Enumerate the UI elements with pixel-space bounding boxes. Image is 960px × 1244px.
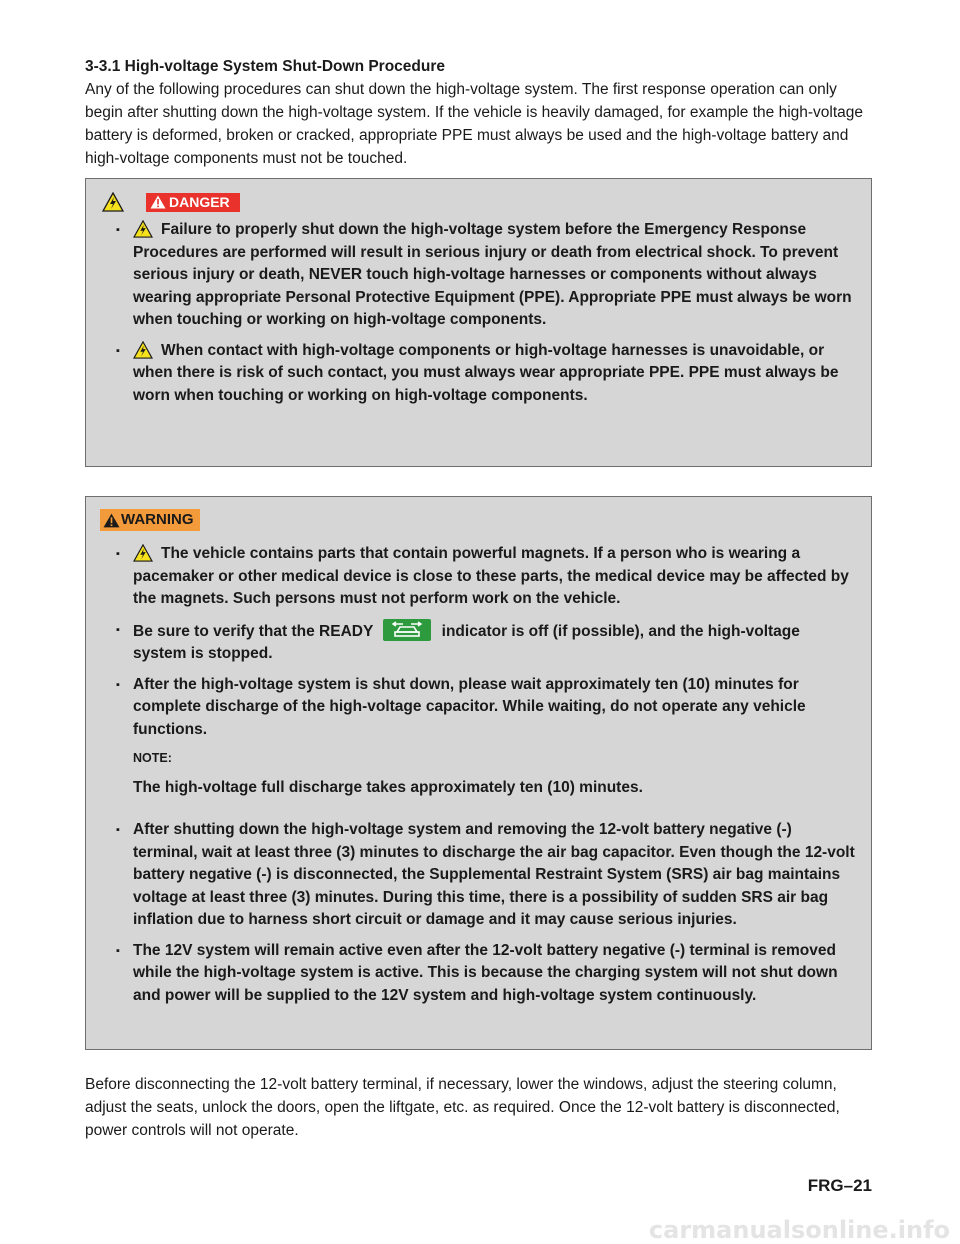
high-voltage-warning-icon xyxy=(102,192,124,212)
list-item xyxy=(116,940,855,1008)
note-block xyxy=(116,749,855,799)
warning-item-text: The 12V system will remain active even after the 12-volt battery negative (-) terminal is removed while the high-voltage system is active. This is because the charging system will not shut down and power will be supplied to the 12V system and high-voltage system continuously. xyxy=(133,941,838,1004)
warning-badge xyxy=(100,509,200,531)
list-item xyxy=(116,340,855,408)
note-label: NOTE: xyxy=(133,751,172,765)
section-heading: 3-3.1 High-voltage System Shut-Down Procedure xyxy=(85,58,446,75)
exclamation-icon xyxy=(103,513,120,528)
exclamation-icon xyxy=(150,195,166,209)
danger-item-text: When contact with high-voltage components or high-voltage harnesses is unavoidable, or when there is risk of such contact, you must always wear appropriate PPE. PPE must always be worn when touching or working on high-voltage components. xyxy=(133,341,839,404)
list-item xyxy=(116,543,855,611)
list-item xyxy=(116,819,855,932)
page-header xyxy=(85,56,875,170)
danger-box xyxy=(85,178,872,467)
warning-item-text: After shutting down the high-voltage system and removing the 12-volt battery negative (-) terminal, wait at least three (3) minutes to discharge the air bag capacitor. Even though the 12-volt battery negative (-) is disconnected, the Supplemental Restraint System (SRS) air bag maintains voltage at least three (3) minutes. During this time, there is a possibility of sudden SRS air bag inflation due to harness short circuit or damage and it may cause serious injuries. xyxy=(133,821,855,928)
watermark: carmanualsonline.info xyxy=(648,1216,950,1244)
danger-label: DANGER xyxy=(169,193,230,210)
warning-item-text: Be sure to verify that the READY xyxy=(133,622,374,640)
list-item xyxy=(116,674,855,742)
warning-item-text: After the high-voltage system is shut down, please wait approximately ten (10) minutes for complete discharge of the high-voltage capacitor. While waiting, do not operate any vehicle functions. xyxy=(133,675,806,738)
warning-box xyxy=(85,496,872,1050)
danger-item-text: Failure to properly shut down the high-voltage system before the Emergency Response Procedures are performed will result in serious injury or death from electrical shock. To prevent serious injury or death, NEVER touch high-voltage harnesses or components without always wearing appropriate Personal Protective Equipment (PPE). Appropriate PPE must always be worn when touching or working on high-voltage components. xyxy=(133,221,852,328)
section-intro: Any of the following procedures can shut down the high-voltage system. The first response operation can only begin after shutting down the high-voltage system. If the vehicle is heavily damaged, for example the high-voltage battery is deformed, broken or cracked, appropriate PPE must always be used and the high-voltage battery and high-voltage components must not be touched. xyxy=(85,81,864,167)
warning-item-text: indicator is off (if possible), and the high-voltage system is stopped. xyxy=(133,622,800,662)
page-number: FRG–21 xyxy=(807,1176,872,1195)
outro-paragraph: Before disconnecting the 12-volt battery terminal, if necessary, lower the windows, adjust the steering column, adjust the seats, unlock the doors, open the liftgate, etc. as required. Once the 12-volt battery is disconnected, power controls will not operate. xyxy=(85,1076,840,1139)
warning-list xyxy=(116,543,855,1015)
danger-header xyxy=(102,191,240,213)
high-voltage-warning-icon xyxy=(133,341,153,359)
danger-badge xyxy=(146,193,240,212)
note-text: The high-voltage full discharge takes approximately ten (10) minutes. xyxy=(133,779,643,796)
danger-list xyxy=(116,219,855,415)
warning-item-text: The vehicle contains parts that contain powerful magnets. If a person who is wearing a pacemaker or other medical device is close to these parts, the medical device may be affected by the magnets. Such persons must not perform work on the vehicle. xyxy=(133,545,849,607)
high-voltage-warning-icon xyxy=(133,220,153,238)
ready-indicator-icon xyxy=(383,619,431,641)
warning-label: WARNING xyxy=(121,511,194,528)
high-voltage-warning-icon xyxy=(133,544,153,562)
list-item xyxy=(116,619,855,666)
list-item xyxy=(116,219,855,332)
